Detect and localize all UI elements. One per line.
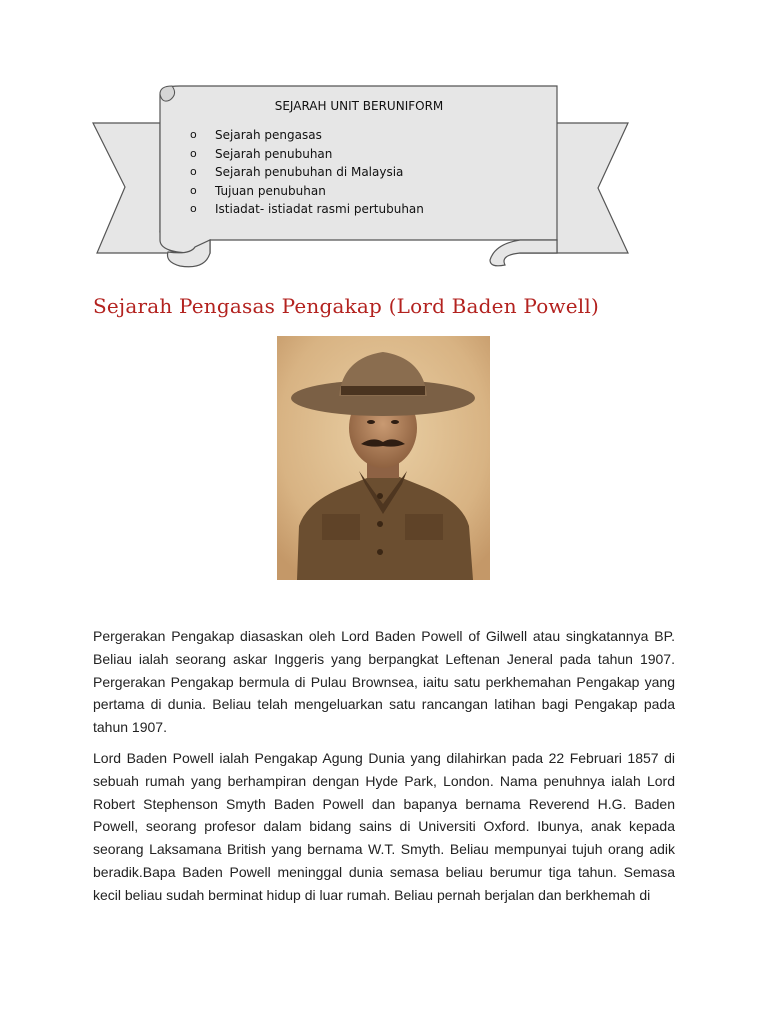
banner-title: SEJARAH UNIT BERUNIFORM xyxy=(274,99,444,113)
bullet-icon: o xyxy=(190,202,197,215)
paragraph: Pergerakan Pengakap diasaskan oleh Lord Baden Powell of Gilwell atau singkatannya BP. Beliau ialah seorang askar Inggeris yang berpangkat Leftenan Jeneral pada tahun 1907. Pergerakan Pengakap bermula di Pulau Brownsea, iaitu satu perkhemahan Pengakap yang pertama di dunia. Beliau telah mengeluarkan satu rancangan latihan bagi Pengakap pada tahun 1907. xyxy=(93,628,675,736)
list-item: o Sejarah penubuhan xyxy=(190,145,424,164)
bullet-icon: o xyxy=(190,165,197,178)
paragraph: Lord Baden Powell ialah Pengakap Agung Dunia yang dilahirkan pada 22 Februari 1857 di sebuah rumah yang berhampiran dengan Hyde Park, London. Nama penuhnya ialah Lord Robert Stephenson Smyth Baden Powell dan bapanya bernama Reverend H.G. Baden Powell, seorang profesor dalam bidang sains di Universiti Oxford. Ibunya, anak kepada seorang Laksamana British yang bernama W.T. Smyth. Beliau mempunyai tujuh orang adik beradik.Bapa Baden Powell meninggal dunia semasa beliau berumur tiga tahun. Semasa kecil beliau sudah berminat hidup di luar rumah. Beliau pernah berjalan dan berkhemah di xyxy=(93,749,675,903)
banner-topic-list xyxy=(190,126,424,219)
list-item: o Istiadat- istiadat rasmi pertubuhan xyxy=(190,200,424,219)
button-shape xyxy=(377,521,383,527)
list-item: o Sejarah penubuhan di Malaysia xyxy=(190,163,424,182)
pocket-shape xyxy=(322,514,360,540)
bullet-icon: o xyxy=(190,146,197,160)
bullet-icon: o xyxy=(190,183,197,197)
bullet-icon: o xyxy=(190,128,197,141)
section-heading: Sejarah Pengasas Pengakap (Lord Baden Powell) xyxy=(93,294,599,318)
ribbon-curl xyxy=(490,240,557,266)
article-body xyxy=(93,625,675,915)
eye-shape xyxy=(391,420,399,424)
eye-shape xyxy=(367,420,375,424)
list-item: o Tujuan penubuhan xyxy=(190,182,424,201)
hat-band-shape xyxy=(341,386,425,395)
list-item: o Sejarah pengasas xyxy=(190,126,424,145)
button-shape xyxy=(377,493,383,499)
pocket-shape xyxy=(405,514,443,540)
portrait-photo xyxy=(277,336,490,580)
button-shape xyxy=(377,549,383,555)
